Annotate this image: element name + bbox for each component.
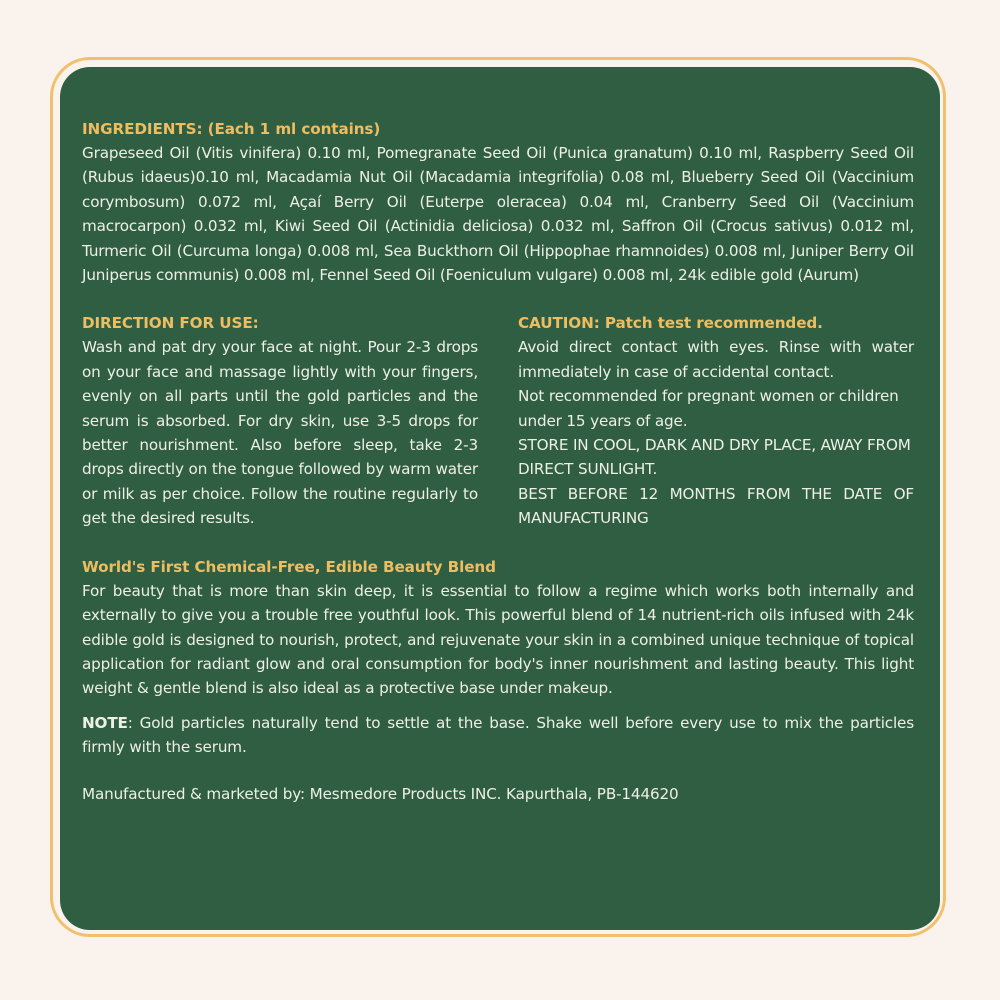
directions-caution-columns bbox=[82, 311, 914, 530]
caution-line-storage: STORE IN COOL, DARK AND DRY PLACE, AWAY FROM DIRECT SUNLIGHT. bbox=[518, 436, 911, 479]
caution-section bbox=[518, 311, 914, 530]
note-body: : Gold particles naturally tend to settle at the base. Shake well before every use to mix the particles firmly with the serum. bbox=[82, 713, 914, 757]
caution-line-best-before: BEST BEFORE 12 MONTHS FROM THE DATE OF MANUFACTURING bbox=[518, 484, 914, 528]
note-label: NOTE bbox=[82, 713, 128, 732]
directions-section bbox=[82, 311, 478, 530]
blend-heading: World's First Chemical-Free, Edible Beauty Blend bbox=[82, 557, 496, 576]
caution-text bbox=[518, 335, 914, 530]
ingredients-section bbox=[82, 117, 914, 287]
manufacturer-section bbox=[82, 782, 914, 806]
caution-line-pregnancy: Not recommended for pregnant women or children under 15 years of age. bbox=[518, 387, 899, 430]
caution-heading: CAUTION: Patch test recommended. bbox=[518, 314, 823, 333]
ingredients-text: Grapeseed Oil (Vitis vinifera) 0.10 ml, Pomegranate Seed Oil (Punica granatum) 0.10 ml, Raspberry Seed Oil (Rubus idaeus)0.10 ml, Macadamia Nut Oil (Macadamia integrifolia) 0.08 ml, Blueberry Seed Oil (Vaccinium corymbosum) 0.072 ml, Açaí Berry Oil (Euterpe oleracea) 0.04 ml, Cranberry Seed Oil (Vaccinium macrocarpon) 0.032 ml, Kiwi Seed Oil (Actinidia deliciosa) 0.032 ml, Saffron Oil (Crocus sativus) 0.012 ml, Turmeric Oil (Curcuma longa) 0.008 ml, Sea Buckthorn Oil (Hippophae rhamnoides) 0.008 ml, Juniper Berry Oil Juniperus communis) 0.008 ml, Fennel Seed Oil (Foeniculum vulgare) 0.008 ml, 24k edible gold (Aurum) bbox=[82, 144, 914, 285]
note-section bbox=[82, 711, 914, 760]
manufacturer-text: Manufactured & marketed by: Mesmedore Products INC. Kapurthala, PB-144620 bbox=[82, 784, 679, 803]
caution-line-eyes: Avoid direct contact with eyes. Rinse with water immediately in case of accidental contact. bbox=[518, 338, 914, 381]
label-panel bbox=[60, 67, 940, 930]
directions-heading: DIRECTION FOR USE: bbox=[82, 314, 259, 333]
directions-text: Wash and pat dry your face at night. Pour 2-3 drops on your face and massage lightly with your fingers, evenly on all parts until the gold particles and the serum is absorbed. For dry skin, use 3-5 drops for better nourishment. Also before sleep, take 2-3 drops directly on the tongue followed by warm water or milk as per choice. Follow the routine regularly to get the desired results. bbox=[82, 338, 478, 528]
blend-section bbox=[82, 555, 914, 701]
blend-text: For beauty that is more than skin deep, it is essential to follow a regime which works both internally and externally to give you a trouble free youthful look. This powerful blend of 14 nutrient-rich oils infused with 24k edible gold is designed to nourish, protect, and rejuvenate your skin in a combined unique technique of topical application for radiant glow and oral consumption for body's inner nourishment and lasting beauty. This light weight & gentle blend is also ideal as a protective base under makeup. bbox=[82, 581, 914, 698]
ingredients-heading: INGREDIENTS: (Each 1 ml contains) bbox=[82, 120, 381, 138]
note-text bbox=[82, 711, 914, 760]
